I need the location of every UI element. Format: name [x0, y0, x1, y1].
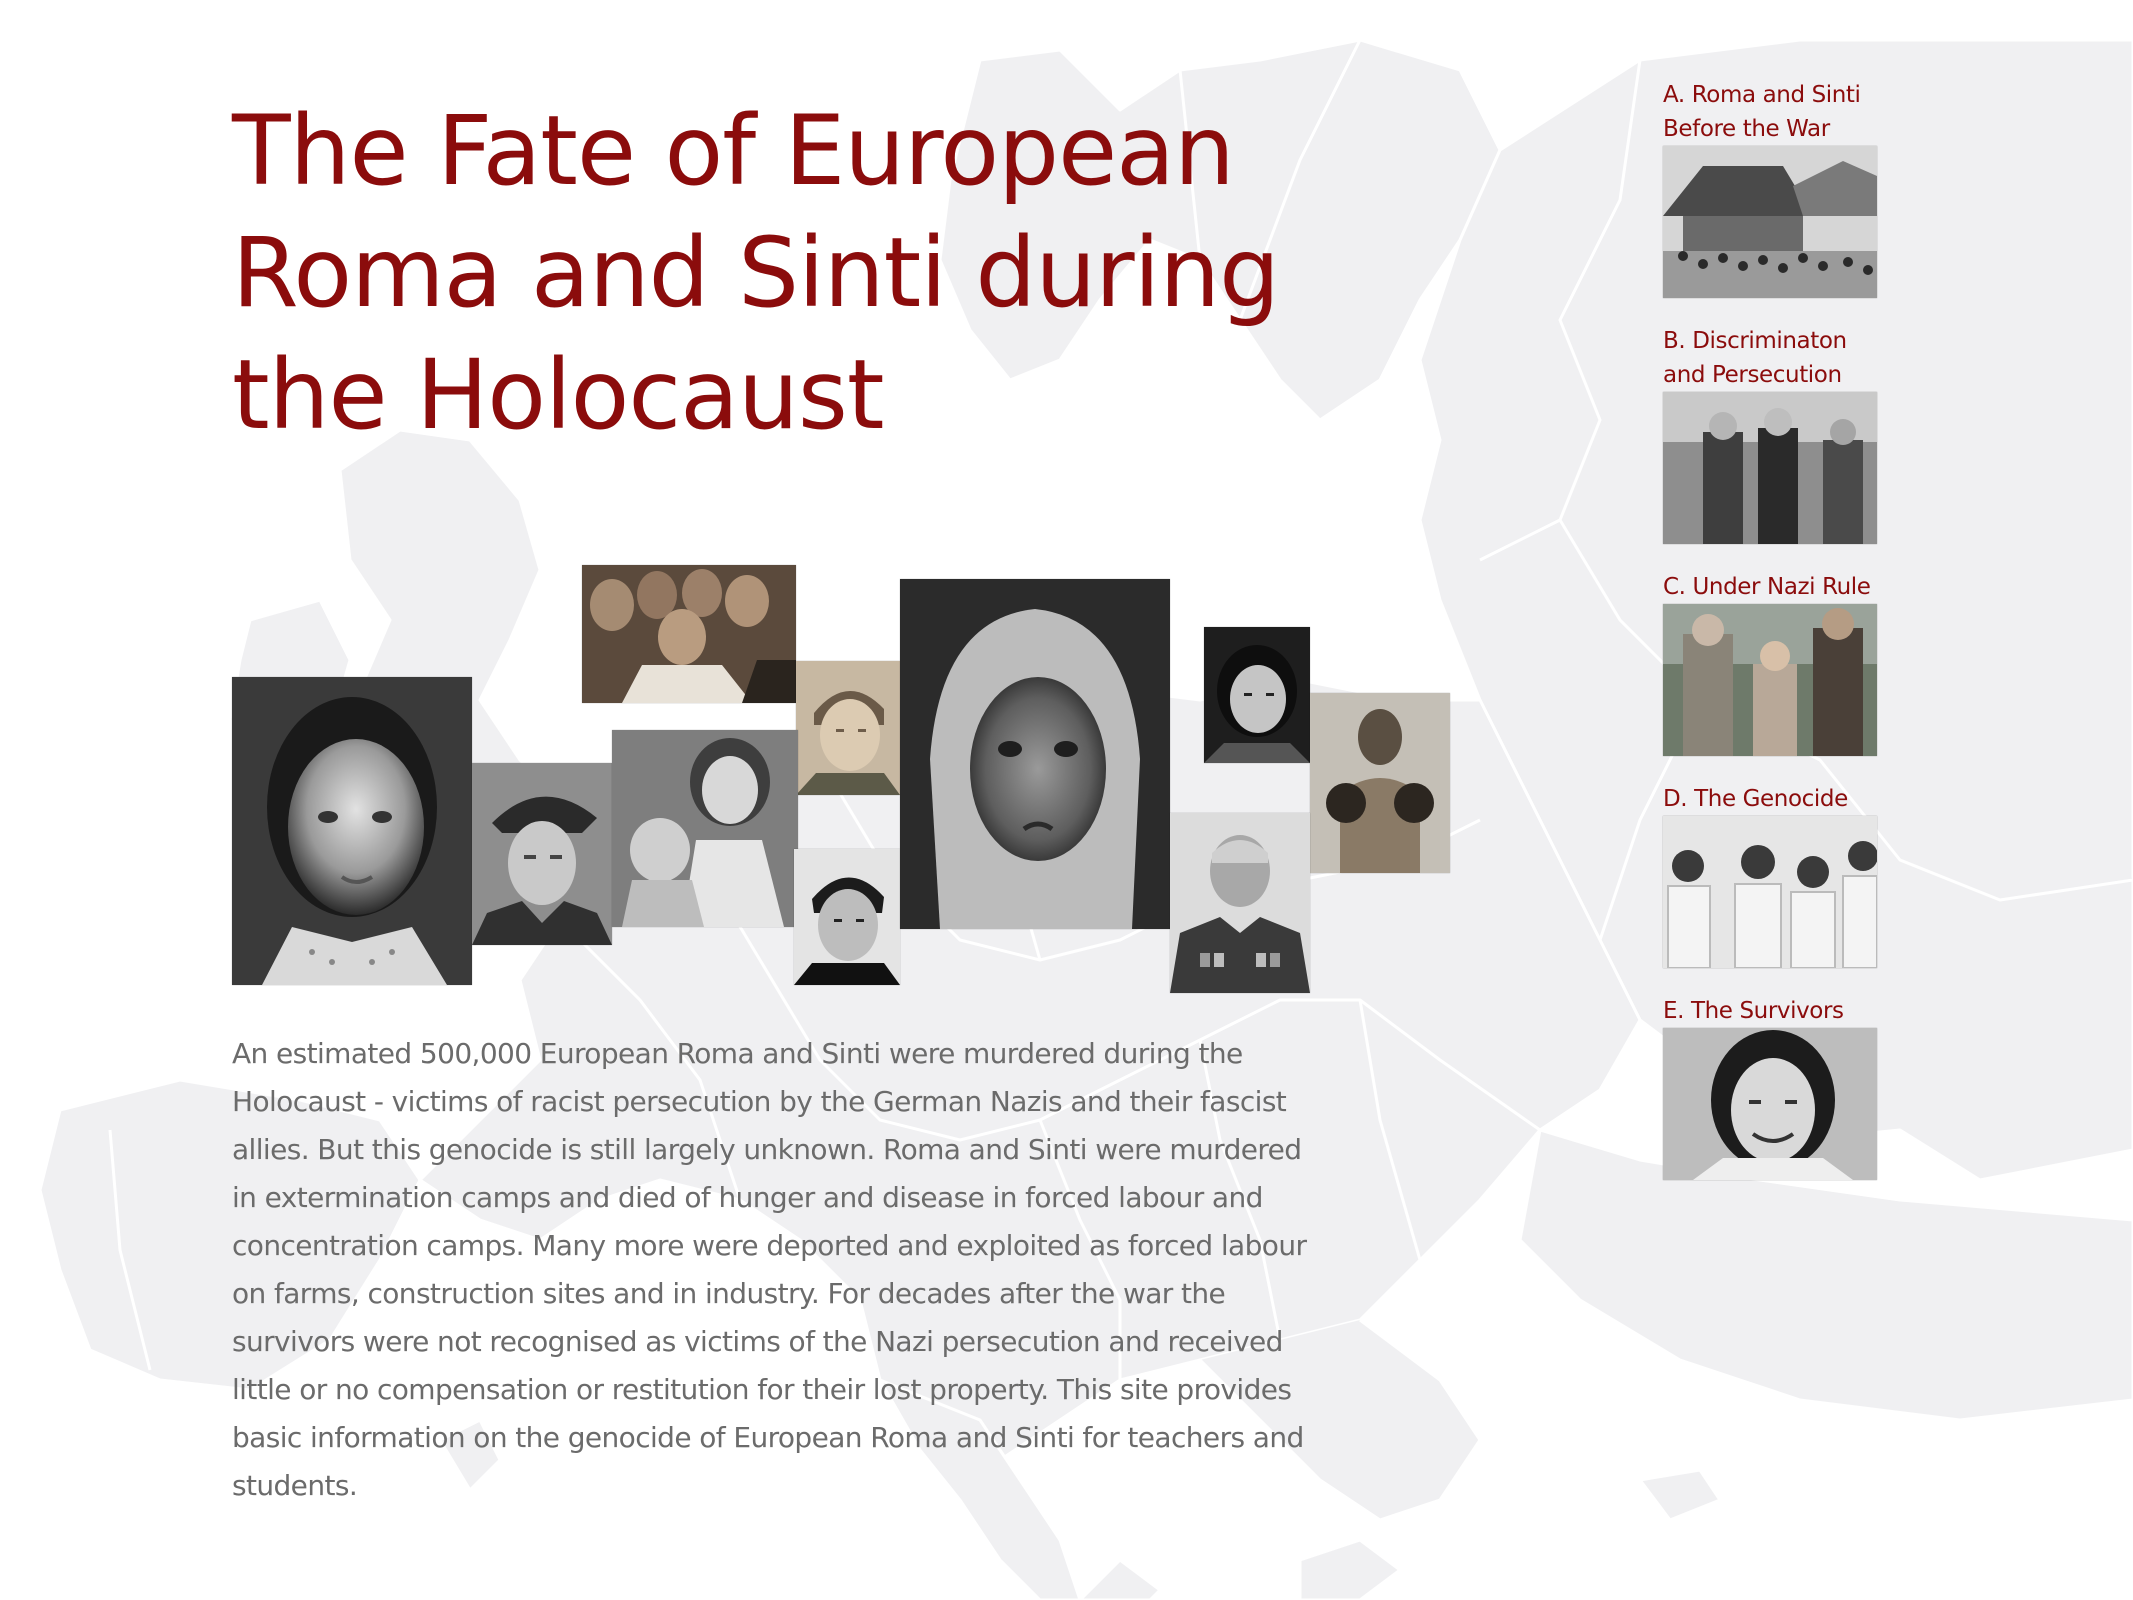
photo-group-of-young-men — [582, 565, 796, 703]
nav-item-label: A. Roma and Sinti — [1663, 82, 1861, 108]
photo-boy-portrait — [796, 661, 900, 795]
nav-thumbnail-smiling-woman — [1663, 1028, 1877, 1180]
page-title: The Fate of European Roma and Sinti during the Holocaust — [232, 95, 1280, 451]
nav-item-the-genocide[interactable] — [1663, 782, 1903, 968]
nav-thumbnail-officials — [1663, 392, 1877, 544]
nav-item-roma-and-sinti-before-the-war[interactable] — [1663, 78, 1903, 298]
nav-item-label: Before the War — [1663, 116, 1830, 142]
nav-item-label: B. Discriminaton — [1663, 328, 1847, 354]
nav-thumbnail-village — [1663, 146, 1877, 298]
nav-item-label: and Persecution — [1663, 362, 1842, 388]
photo-mother-with-baby — [612, 730, 798, 927]
portrait-collage — [232, 565, 1450, 995]
nav-item-label: D. The Genocide — [1663, 786, 1848, 812]
photo-decorated-officer — [1170, 813, 1310, 993]
photo-soldier-portrait — [472, 763, 612, 945]
nav-thumbnail-prisoners — [1663, 816, 1877, 968]
intro-paragraph: An estimated 500,000 European Roma and Sinti were murdered during the Holocaust - victims of racist persecution by the German Nazis and their fascist allies. But this genocide is still largely unknown. Roma and Sinti were murdered in extermination camps and died of hunger and disease in forced labour and concentration camps. Many more were deported and exploited as forced labour on farms, construction sites and in industry. For decades after the war the survivors were not recognised as victims of the Nazi persecution and received little or no compensation or restitution for their lost property. This site provides basic information on the genocide of European Roma and Sinti for teachers and students. — [232, 1037, 1307, 1502]
nav-thumbnail-measurement — [1663, 604, 1877, 756]
nav-item-under-nazi-rule[interactable] — [1663, 570, 1903, 756]
nav-item-the-survivors[interactable] — [1663, 994, 1903, 1180]
nav-item-label: E. The Survivors — [1663, 998, 1844, 1024]
nav-item-discrimination-and-persecution[interactable] — [1663, 324, 1903, 544]
photo-young-boy-portrait — [794, 849, 900, 985]
nav-item-label: C. Under Nazi Rule — [1663, 574, 1871, 600]
photo-boxer — [1310, 693, 1450, 873]
photo-girl-portrait — [232, 677, 472, 985]
photo-young-girl-portrait — [1204, 627, 1310, 763]
photo-woman-with-headscarf — [900, 579, 1170, 929]
